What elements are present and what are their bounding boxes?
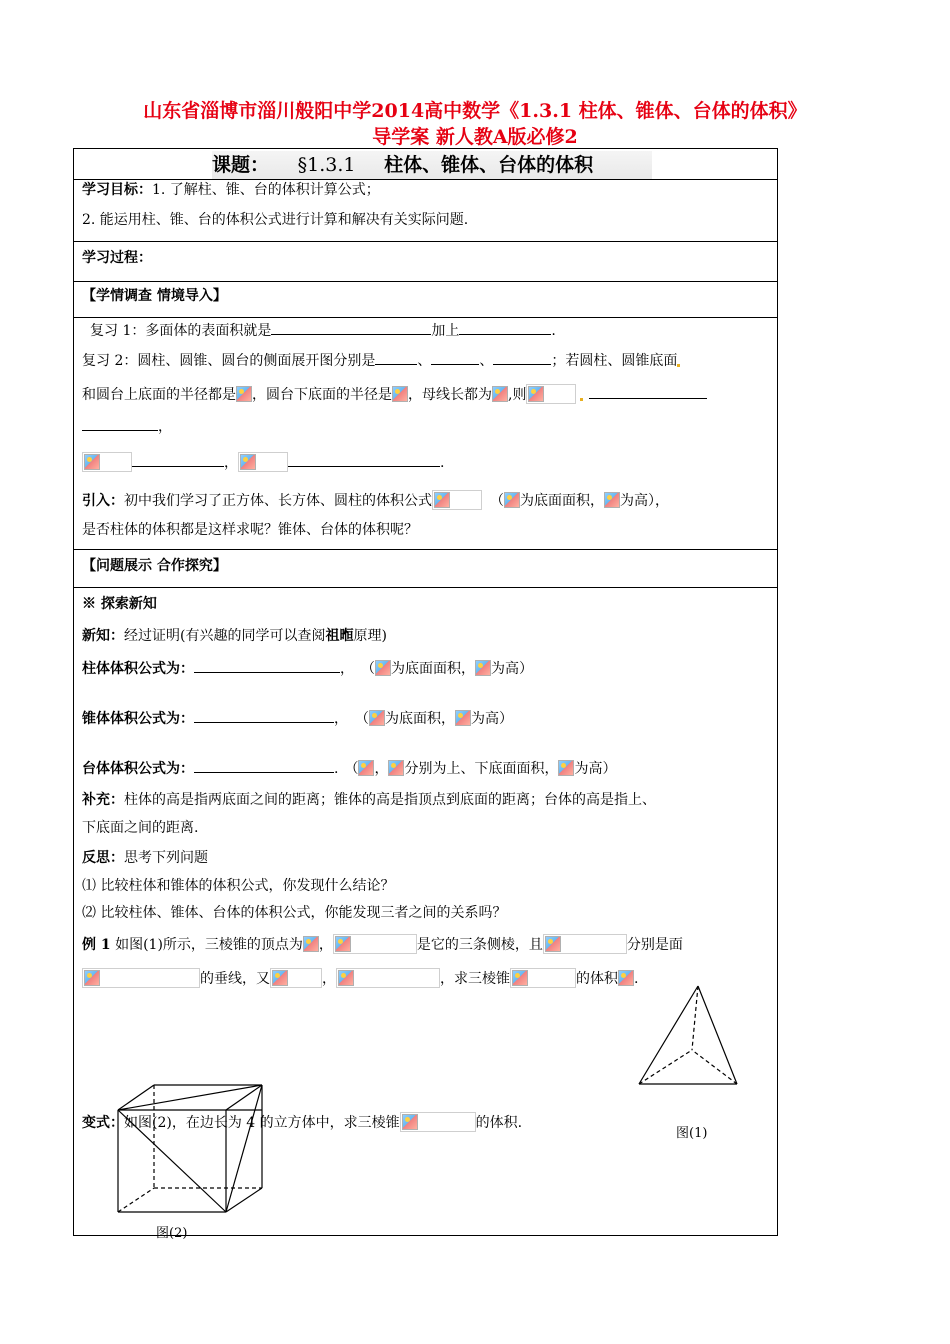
document-title-line2: 导学案 新人教A版必修2 xyxy=(372,126,578,148)
objectives-line2: 2. 能运用柱、锥、台的体积公式进行计算和解决有关实际问题. xyxy=(82,212,469,228)
formula-image-icon xyxy=(303,936,319,952)
formula-image-icon xyxy=(84,454,100,470)
formula-box xyxy=(543,934,627,954)
figure-2-cube xyxy=(110,1080,270,1220)
formula-image-icon xyxy=(375,660,391,676)
explore-heading: ※ 探索新知 xyxy=(82,596,157,612)
review-2: 复习 2：圆柱、圆锥、圆台的侧面展开图分别是 、 、 ；若圆柱、圆锥底面 xyxy=(82,350,680,371)
formula-image-icon xyxy=(272,970,288,986)
formula-image-icon xyxy=(236,386,252,402)
formula-image-icon xyxy=(369,710,385,726)
problem-heading: 【问题展示 合作探究】 xyxy=(82,558,227,574)
figure-2-caption: 图(2) xyxy=(156,1226,188,1241)
example-1-line1: 例 1 如图(1)所示，三棱锥的顶点为 ， 是它的三条侧棱，且 分别是面 xyxy=(82,934,683,955)
formula-image-icon xyxy=(84,970,100,986)
blank[interactable] xyxy=(375,350,417,365)
formula-image-icon xyxy=(558,760,574,776)
process-label: 学习过程： xyxy=(82,250,152,266)
variant-line: 变式：如图(2)，在边长为 4 的立方体中，求三棱锥 的体积. xyxy=(82,1112,522,1133)
lesson-section: §1.3.1 xyxy=(297,154,356,176)
frustum-formula: 台体体积公式为： . （ ， 分别为上、下底面面积， 为高） xyxy=(82,758,616,779)
figure-1-pyramid xyxy=(630,980,750,1092)
review-2-line3: ， xyxy=(82,416,172,437)
blank[interactable] xyxy=(493,350,551,365)
formula-box xyxy=(82,452,132,472)
formula-image-icon xyxy=(604,492,620,508)
survey-heading: 【学情调查 情境导入】 xyxy=(82,288,227,304)
blank[interactable] xyxy=(132,452,224,467)
formula-box xyxy=(432,490,482,510)
objectives-line1: 学习目标：1. 了解柱、锥、台的体积计算公式； xyxy=(82,182,380,198)
formula-image-icon xyxy=(338,970,354,986)
formula-image-icon xyxy=(504,492,520,508)
formula-image-icon xyxy=(402,1114,418,1130)
formula-image-icon xyxy=(492,386,508,402)
blank[interactable] xyxy=(431,350,479,365)
lesson-banner xyxy=(212,151,652,179)
formula-image-icon xyxy=(475,660,491,676)
formula-box xyxy=(510,968,576,988)
intro-line2: 是否柱体的体积都是这样求呢？锥体、台体的体积呢？ xyxy=(82,522,418,538)
anchor-mark-icon xyxy=(580,398,583,401)
figure-1-caption: 图(1) xyxy=(676,1126,708,1141)
blank[interactable] xyxy=(459,320,551,335)
formula-image-icon xyxy=(434,492,450,508)
blank[interactable] xyxy=(194,708,334,723)
review-2-line2: 和圆台上底面的半径都是 ，圆台下底面的半径是 ，母线长都为 ,则 xyxy=(82,384,707,405)
formula-box xyxy=(400,1112,476,1132)
formula-image-icon xyxy=(528,386,544,402)
blank[interactable] xyxy=(194,758,334,773)
intro-line1: 引入：初中我们学习了正方体、长方体、圆柱的体积公式 （ 为底面面积， 为高）， xyxy=(82,490,669,511)
blank[interactable] xyxy=(82,416,158,431)
example-1-line2: 的垂线，又 ， ，求三棱锥 的体积 . xyxy=(82,968,638,989)
formula-image-icon xyxy=(358,760,374,776)
document-title-line1: 山东省淄博市淄川般阳中学2014高中数学《1.3.1 柱体、锥体、台体的体积》 xyxy=(143,100,807,122)
formula-image-icon xyxy=(335,936,351,952)
formula-box xyxy=(333,934,417,954)
blank[interactable] xyxy=(271,320,431,335)
formula-box xyxy=(82,968,200,988)
formula-box xyxy=(270,968,322,988)
supplement-line2: 下底面之间的距离. xyxy=(82,820,199,836)
formula-box xyxy=(238,452,288,472)
formula-image-icon xyxy=(240,454,256,470)
lesson-topic: 柱体、锥体、台体的体积 xyxy=(384,154,594,176)
formula-image-icon xyxy=(388,760,404,776)
review-2-line4: ， . xyxy=(82,452,444,473)
prism-formula: 柱体体积公式为： ， （ 为底面面积， 为高） xyxy=(82,658,533,679)
blank[interactable] xyxy=(288,452,440,467)
formula-box xyxy=(526,384,576,404)
new-knowledge: 新知：经过证明(有兴趣的同学可以查阅祖暅原理) xyxy=(82,628,387,644)
anchor-mark-icon xyxy=(677,364,680,367)
formula-image-icon xyxy=(455,710,471,726)
formula-image-icon xyxy=(545,936,561,952)
reflection: 反思：思考下列问题 xyxy=(82,850,208,866)
formula-image-icon xyxy=(392,386,408,402)
blank[interactable] xyxy=(194,658,340,673)
question-1: ⑴ 比较柱体和锥体的体积公式，你发现什么结论？ xyxy=(82,878,395,894)
supplement-line1: 补充：柱体的高是指两底面之间的距离；锥体的高是指顶点到底面的距离；台体的高是指上、 xyxy=(82,792,656,808)
question-2: ⑵ 比较柱体、锥体、台体的体积公式，你能发现三者之间的关系吗？ xyxy=(82,905,507,921)
formula-image-icon xyxy=(512,970,528,986)
review-1: 复习 1：多面体的表面积就是 加上 . xyxy=(90,320,556,341)
lesson-label: 课题： xyxy=(212,154,270,176)
cone-formula: 锥体体积公式为： ， （ 为底面积， 为高） xyxy=(82,708,513,729)
blank[interactable] xyxy=(589,384,707,399)
formula-box xyxy=(336,968,440,988)
